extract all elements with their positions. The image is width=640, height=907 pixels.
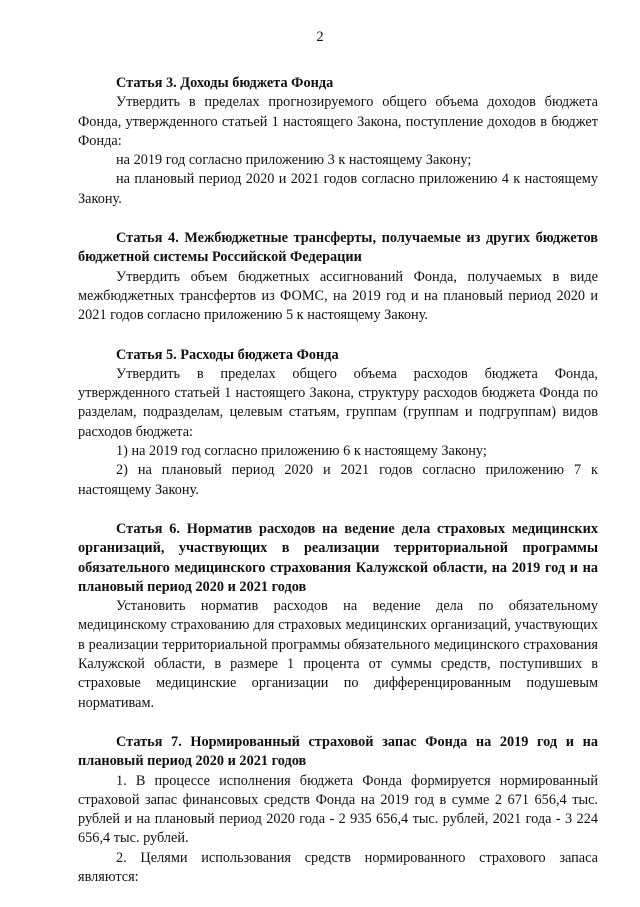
article-4 [78,229,598,325]
paragraph: Утвердить в пределах прогнозируемого общего объема доходов бюджета Фонда, утвержденного статьей 1 настоящего Закона, поступление доходов в бюджет Фонда: [78,94,598,149]
paragraph: на 2019 год согласно приложению 3 к настоящему Закону; [116,152,472,169]
article-3 [78,74,598,209]
paragraph: Утвердить объем бюджетных ассигнований Фонда, получаемых в виде межбюджетных трансфертов из ФОМС, на 2019 год и на плановый период 2020 и 2021 годов согласно приложению 5 к настоящему Закону. [78,268,598,324]
document-body [78,74,598,907]
paragraph: на плановый период 2020 и 2021 годов согласно приложению 4 к настоящему Закону. [78,171,598,207]
paragraph: 2) на плановый период 2020 и 2021 годов согласно приложению 7 к настоящему Закону. [78,462,598,498]
article-title: Статья 4. Межбюджетные трансферты, получаемые из других бюджетов бюджетной системы Российской Федерации [78,230,598,266]
article-title: Статья 5. Расходы бюджета Фонда [116,346,339,363]
article-title: Статья 3. Доходы бюджета Фонда [116,75,334,91]
article-title: Статья 6. Норматив расходов на ведение дела страховых медицинских организаций, участвующих в реализации территориальной программы обязательного медицинского страхования Калужской области, на 2019 год и на плановый период 2020 и 2021 годов [78,520,598,595]
paragraph: Утвердить в пределах общего объема расходов бюджета Фонда, утвержденного статьей 1 настоящего Закона, структуру расходов бюджета Фонда по разделам, подразделам, целевым статьям, группам (группам и подгруппам) видов расходов бюджета: [78,365,598,440]
paragraph: 2. Целями использования средств нормированного страхового запаса являются: [78,849,598,885]
paragraph: Установить норматив расходов на ведение дела по обязательному медицинскому страхованию для страховых медицинских организаций, участвующих в реализации территориальной программы обязательного медицинского страхования Калужской области, в размере 1 процента от суммы средств, поступивших в страховые медицинские организации по дифференцированным подушевым нормативам. [78,598,598,711]
article-5 [78,346,598,500]
page-number: 2 [316,29,324,45]
paragraph: 1) на 2019 год согласно приложению 6 к настоящему Закону; [116,443,487,460]
article-7 [78,733,598,887]
article-6 [78,520,598,713]
article-title: Статья 7. Нормированный страховой запас Фонда на 2019 год и на плановый период 2020 и 2021 годов [78,733,598,770]
paragraph: 1. В процессе исполнения бюджета Фонда формируется нормированный страховой запас финансовых средств Фонда на 2019 год в сумме 2 671 656,4 тыс. рублей и на плановый период 2020 года - 2 935 656,4 тыс. рублей, 2021 года - 3 224 656,4 тыс. рублей. [78,772,598,847]
